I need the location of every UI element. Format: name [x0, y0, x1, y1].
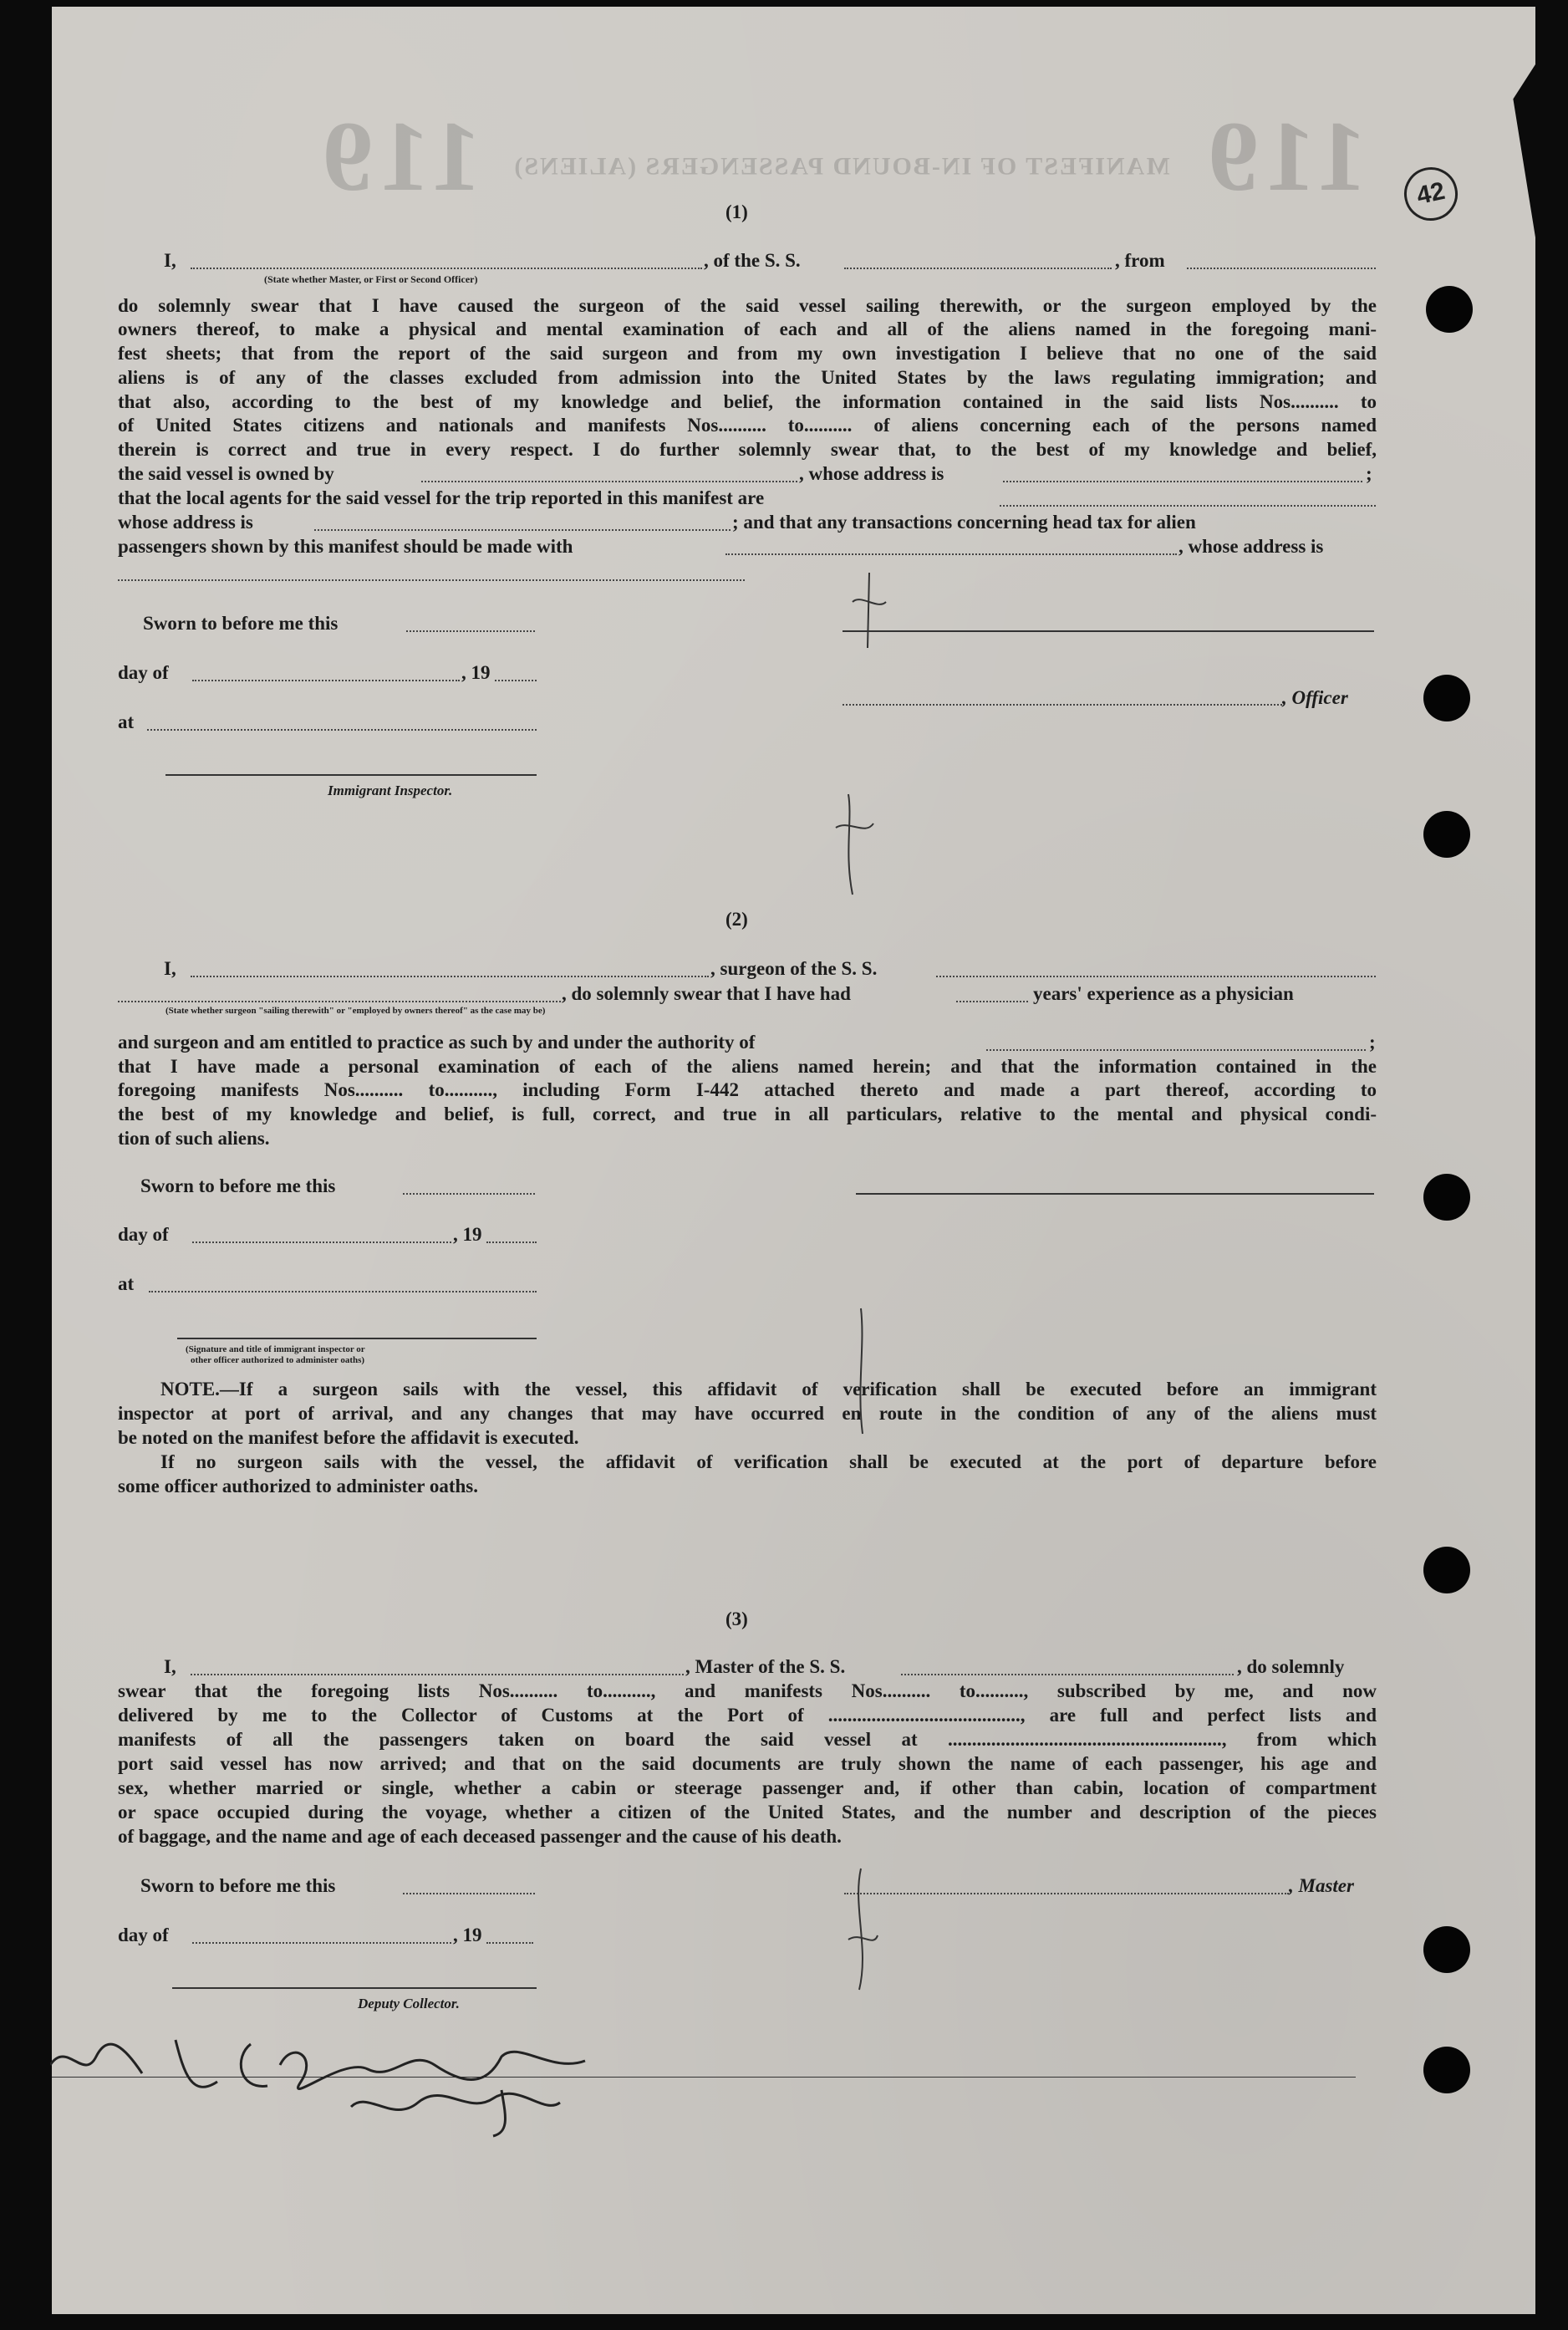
- s1-i-label: I,: [164, 250, 176, 271]
- s1-line-5: that also, according to the best of my knowledge and belief, the information contained in the said lists Nos.......... to: [118, 391, 1377, 412]
- s1-name-field: [191, 268, 702, 269]
- s2-note-5: some officer authorized to administer oaths.: [118, 1476, 478, 1496]
- s1-of-ss: , of the S. S.: [704, 250, 801, 271]
- s1-at-field: [147, 729, 537, 731]
- s2-semicolon: ;: [1369, 1032, 1376, 1053]
- s2-line-1: that I have made a personal examination of each of the aliens named herein; and that the information contained in the: [118, 1056, 1377, 1077]
- s3-line-3: manifests of all the passengers taken on board the said vessel at ........................................................., from which: [118, 1729, 1377, 1750]
- s1-head-tax: ; and that any transactions concerning head tax for alien: [732, 512, 1196, 533]
- s3-line-4: port said vessel has now arrived; and that on the said documents are truly shown the name of each passenger, his age and: [118, 1753, 1377, 1774]
- s1-sworn: Sworn to before me this: [143, 613, 339, 634]
- s1-local-agents: that the local agents for the said vessel for the trip reported in this manifest are: [118, 487, 765, 508]
- s2-authority-field: [986, 1049, 1366, 1051]
- s2-line-4: tion of such aliens.: [118, 1128, 270, 1149]
- handwritten-mark: [836, 1304, 886, 1438]
- s1-year: , 19: [461, 662, 491, 683]
- s2-solemnly: , do solemnly swear that I have had: [562, 983, 851, 1004]
- s2-years: years' experience as a physician: [1033, 983, 1294, 1004]
- s1-year-field: [495, 680, 537, 681]
- s3-line-1: swear that the foregoing lists Nos.......... to.........., and manifests Nos.......... to.........., subscribed by me, and now: [118, 1680, 1377, 1701]
- s2-surgeon-of: , surgeon of the S. S.: [710, 958, 878, 979]
- page-number-text: 42: [1414, 176, 1448, 211]
- s3-name-field: [191, 1674, 684, 1675]
- s3-day-field: [192, 1942, 451, 1944]
- s3-collector-line: [172, 1987, 537, 1989]
- s1-semicolon: ;: [1366, 463, 1372, 484]
- s3-day-of: day of: [118, 1925, 169, 1945]
- s2-sworn-field: [403, 1193, 535, 1195]
- s1-inspector: Immigrant Inspector.: [328, 783, 453, 798]
- s1-line-4: aliens is of any of the classes excluded from admission into the United States by the laws regulating immigration; and: [118, 367, 1377, 388]
- handwritten-mark: [827, 786, 878, 903]
- s3-master: , Master: [1289, 1875, 1354, 1896]
- s1-officer-field: [843, 704, 1282, 706]
- s1-agents-field: [1000, 505, 1376, 507]
- s2-note-4: If no surgeon sails with the vessel, the affidavit of verification shall be executed at the port of departure before: [160, 1451, 1377, 1472]
- s1-line-3: fest sheets; that from the report of the said surgeon and from my own investigation I believe that no one of the said: [118, 343, 1377, 364]
- s1-passengers: passengers shown by this manifest should be made with: [118, 536, 573, 557]
- s1-at: at: [118, 711, 135, 732]
- s1-head-tax-address-field: [118, 579, 745, 581]
- s1-line-2: owners thereof, to make a physical and mental examination of each and all of the aliens named in the foregoing mani-: [118, 319, 1377, 339]
- s3-line-7: of baggage, and the name and age of each deceased passenger and the cause of his death.: [118, 1826, 842, 1847]
- s3-sworn-field: [403, 1893, 535, 1894]
- section-2-number: (2): [725, 909, 748, 930]
- s1-whose-address: , whose address is: [799, 463, 944, 484]
- s1-from: , from: [1115, 250, 1165, 271]
- s1-agents-address-field: [314, 529, 731, 531]
- s1-officer-signature-line: [843, 630, 1374, 632]
- s2-i-label: I,: [164, 958, 176, 979]
- bleed-through-header: 119 MANIFEST OF IN-BOUND PASSENGERS (ALIENS) 119: [316, 100, 1367, 199]
- s2-years-field: [956, 1001, 1028, 1002]
- s2-signature-line: [856, 1193, 1374, 1195]
- s3-master-of: , Master of the S. S.: [685, 1656, 846, 1677]
- punch-hole: [1426, 286, 1473, 333]
- s3-line-6: or space occupied during the voyage, whether a citizen of the United States, and the number and description of the pieces: [118, 1802, 1377, 1823]
- s1-owned-by: the said vessel is owned by: [118, 463, 334, 484]
- s3-i-label: I,: [164, 1656, 176, 1677]
- s3-sworn: Sworn to before me this: [140, 1875, 336, 1896]
- s1-ship-field: [844, 268, 1112, 269]
- s1-line-7: therein is correct and true in every respect. I do further solemnly swear that, to the best of my knowledge and belief,: [118, 439, 1377, 460]
- s2-signature-note-1: (Signature and title of immigrant inspector or: [186, 1344, 365, 1354]
- s1-line-1: do solemnly swear that I have caused the surgeon of the said vessel sailing therewith, or the surgeon employed by the: [118, 295, 1377, 316]
- s2-day-field: [192, 1241, 451, 1243]
- s2-at-field: [149, 1291, 537, 1292]
- s3-master-field: [844, 1893, 1289, 1894]
- s2-sworn: Sworn to before me this: [140, 1175, 336, 1196]
- s1-officer: , Officer: [1282, 687, 1348, 708]
- section-3-number: (3): [725, 1609, 748, 1629]
- s2-ship-field: [936, 976, 1376, 977]
- handwritten-mark: [844, 568, 894, 652]
- s3-line-2: delivered by me to the Collector of Customs at the Port of ........................................, are full and perfect lists and: [118, 1705, 1377, 1726]
- s1-owner-field: [421, 481, 797, 482]
- s2-authority: and surgeon and am entitled to practice as such by and under the authority of: [118, 1032, 756, 1053]
- s1-day-field: [192, 680, 460, 681]
- s1-day-of: day of: [118, 662, 169, 683]
- punch-hole: [1423, 675, 1470, 721]
- handwritten-signature: [50, 2023, 685, 2140]
- punch-hole: [1423, 1926, 1470, 1973]
- s2-at: at: [118, 1273, 135, 1294]
- punch-hole: [1423, 811, 1470, 858]
- s2-line-2: foregoing manifests Nos.......... to.........., including Form I-442 attached thereto and made a part thereof, according to: [118, 1079, 1377, 1100]
- s2-day-of: day of: [118, 1224, 169, 1245]
- s1-owner-address-field: [1003, 481, 1362, 482]
- s3-do-solemnly: , do solemnly: [1237, 1656, 1345, 1677]
- s3-year-field: [486, 1942, 533, 1944]
- section-1-number: (1): [725, 201, 748, 222]
- s2-note-2: inspector at port of arrival, and any changes that may have occurred en route in the condition of any of the aliens must: [118, 1403, 1377, 1424]
- s2-year-field: [486, 1241, 537, 1243]
- s1-line-6: of United States citizens and nationals and manifests Nos.......... to.......... of aliens concerning each of the persons named: [118, 415, 1377, 436]
- s2-signature-note-2: other officer authorized to administer oaths): [191, 1355, 365, 1365]
- punch-hole: [1423, 2047, 1470, 2093]
- handwritten-mark: [836, 1864, 886, 1998]
- s1-inspector-line: [165, 774, 537, 776]
- s2-line-3: the best of my knowledge and belief, is full, correct, and true in all particulars, relative to the mental and physical condi-: [118, 1104, 1377, 1124]
- s3-line-5: sex, whether married or single, whether a cabin or steerage passenger and, if other than cabin, location of compartment: [118, 1777, 1377, 1798]
- s2-note-3: be noted on the manifest before the affidavit is executed.: [118, 1427, 579, 1448]
- s3-year: , 19: [453, 1925, 482, 1945]
- s2-name-field: [191, 976, 709, 977]
- s1-from-field: [1187, 268, 1376, 269]
- s2-inspector-line: [177, 1338, 537, 1339]
- s2-note-1: NOTE.—If a surgeon sails with the vessel, this affidavit of verification shall be executed before an immigrant: [160, 1379, 1377, 1400]
- s1-whose-address-3: , whose address is: [1179, 536, 1324, 557]
- s1-sworn-field: [406, 630, 535, 632]
- punch-hole: [1423, 1174, 1470, 1221]
- s3-ship-field: [901, 1674, 1234, 1675]
- s2-year: , 19: [453, 1224, 482, 1245]
- s3-deputy: Deputy Collector.: [358, 1996, 460, 2011]
- s2-surgeon-note: (State whether surgeon "sailing therewith" or "employed by owners thereof" as the case may be): [165, 1006, 546, 1016]
- punch-hole: [1423, 1547, 1470, 1593]
- s1-master-note: (State whether Master, or First or Second Officer): [264, 273, 478, 285]
- s1-whose-address-2: whose address is: [118, 512, 253, 533]
- s2-status-field: [118, 1001, 561, 1002]
- s1-head-tax-field: [725, 553, 1177, 555]
